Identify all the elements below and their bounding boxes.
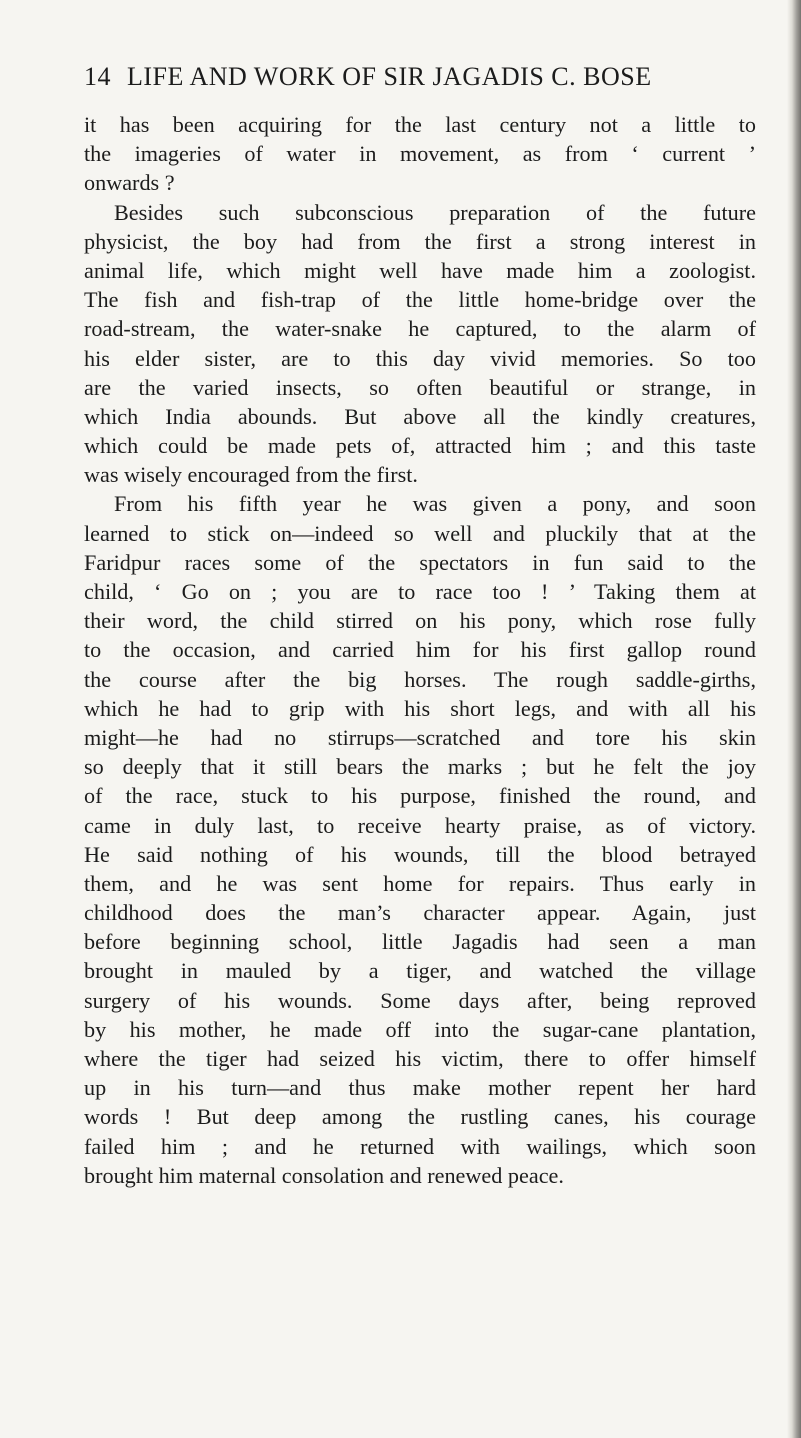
text-line: their word, the child stirred on his pony, which rose fully (84, 608, 756, 634)
text-line: the imageries of water in movement, as from ‘ current ’ (84, 141, 756, 167)
text-line: onwards ? (84, 170, 175, 196)
text-line: them, and he was sent home for repairs. Thus early in (84, 870, 756, 896)
text-line: are the varied insects, so often beautiful or strange, in (84, 374, 756, 400)
text-line: He said nothing of his wounds, till the blood betrayed (84, 841, 756, 867)
page-edge-shadow (787, 0, 801, 1438)
text-line: animal life, which might well have made him a zoologist. (84, 257, 756, 283)
text-line: words ! But deep among the rustling canes, his courage (84, 1104, 756, 1130)
text-line: was wisely encouraged from the first. (84, 462, 418, 488)
text-line: Besides such subconscious preparation of the future (114, 199, 756, 225)
running-header (84, 62, 724, 92)
text-line: The fish and fish-trap of the little home-bridge over the (84, 287, 756, 313)
text-line: the course after the big horses. The rough saddle-girths, (84, 666, 756, 692)
page-number: 14 (84, 62, 111, 91)
text-line: which he had to grip with his short legs, and with all his (84, 695, 756, 721)
text-line: so deeply that it still bears the marks ; but he felt the joy (84, 754, 756, 780)
text-line: which India abounds. But above all the kindly creatures, (84, 403, 756, 429)
text-line: physicist, the boy had from the first a strong interest in (84, 228, 756, 254)
text-line: brought him maternal consolation and renewed peace. (84, 1162, 564, 1188)
text-line: surgery of his wounds. Some days after, being reproved (84, 987, 756, 1013)
text-line: might—he had no stirrups—scratched and tore his skin (84, 724, 756, 750)
text-line: road-stream, the water-snake he captured, to the alarm of (84, 316, 756, 342)
text-line: of the race, stuck to his purpose, finished the round, and (84, 783, 756, 809)
text-line: where the tiger had seized his victim, there to offer himself (84, 1046, 756, 1071)
text-line: child, ‘ Go on ; you are to race too ! ’ Taking them at (84, 579, 756, 604)
text-line: up in his turn—and thus make mother repent her hard (84, 1075, 756, 1101)
text-line: brought in mauled by a tiger, and watched the village (84, 958, 756, 984)
body-text (84, 110, 756, 1190)
text-line: came in duly last, to receive hearty praise, as of victory. (84, 812, 756, 838)
text-line: his elder sister, are to this day vivid memories. So too (84, 345, 756, 371)
running-title: LIFE AND WORK OF SIR JAGADIS C. BOSE (127, 62, 652, 91)
text-line: Faridpur races some of the spectators in fun said to the (84, 549, 756, 575)
text-line: childhood does the man’s character appear. Again, just (84, 900, 756, 926)
text-line: to the occasion, and carried him for his first gallop round (84, 637, 756, 663)
text-line: learned to stick on—indeed so well and pluckily that at the (84, 520, 756, 546)
text-line: failed him ; and he returned with wailings, which soon (84, 1133, 756, 1159)
text-line: which could be made pets of, attracted him ; and this taste (84, 433, 756, 459)
text-line: it has been acquiring for the last century not a little to (84, 112, 756, 137)
text-line: before beginning school, little Jagadis had seen a man (84, 929, 756, 955)
text-line: From his fifth year he was given a pony, and soon (114, 491, 756, 517)
text-line: by his mother, he made off into the sugar-cane plantation, (84, 1016, 756, 1042)
